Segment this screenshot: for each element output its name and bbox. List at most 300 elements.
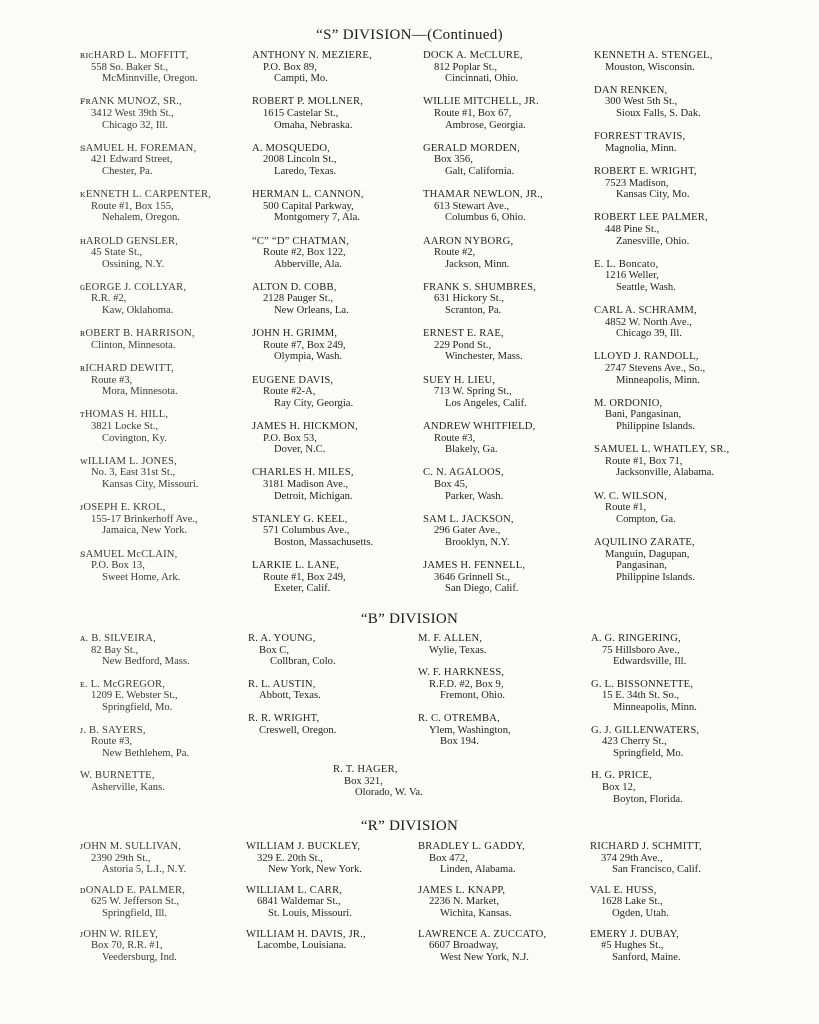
member-entry bbox=[423, 189, 543, 224]
entry-address-line: Box 321, bbox=[344, 775, 383, 787]
member-entry bbox=[591, 633, 699, 668]
member-entry bbox=[591, 725, 699, 760]
entry-address-line: 3646 Grinnell St., bbox=[434, 571, 510, 583]
entry-address-line: Compton, Ga. bbox=[616, 513, 676, 525]
entry-address-line: Cincinnati, Ohio. bbox=[445, 73, 519, 85]
member-entry bbox=[80, 409, 211, 444]
entry-address-line: Box 472, bbox=[429, 852, 468, 864]
entry-address-line: Ylem, Washington, bbox=[429, 724, 511, 736]
entry-address-line: Route #2, Box 122, bbox=[263, 247, 346, 259]
entry-name: LAWRENCE A. ZUCCATO, bbox=[418, 928, 547, 940]
b-division-heading: “B” DIVISION bbox=[360, 611, 459, 627]
entry-address-line: 296 Gater Ave., bbox=[434, 525, 501, 537]
entry-address-line: Route #1, Box 71, bbox=[605, 455, 683, 467]
member-entry bbox=[423, 328, 543, 363]
entry-name: W. BURNETTE, bbox=[80, 770, 155, 782]
entry-address-line: #5 Hughes St., bbox=[601, 940, 664, 952]
entry-address-line: R.R. #2, bbox=[91, 293, 127, 305]
entry-name: JOHN H. GRIMM, bbox=[252, 328, 338, 340]
entry-name: FRANK S. SHUMBRES, bbox=[423, 281, 537, 293]
member-entry bbox=[80, 929, 186, 964]
member-entry bbox=[594, 537, 729, 583]
member-entry bbox=[252, 421, 373, 456]
entry-address-line: Columbus 6, Ohio. bbox=[445, 212, 526, 224]
entry-name: ᴡILLIAM L. JONES, bbox=[80, 455, 177, 467]
entry-address-line: 15 E. 34th St. So., bbox=[602, 690, 680, 702]
member-entry bbox=[252, 467, 373, 502]
entry-address-line: New Orleans, La. bbox=[274, 305, 349, 317]
entry-name: ʜAROLD GENSLER, bbox=[80, 235, 179, 247]
entry-address-line: Lacombe, Louisiana. bbox=[257, 940, 347, 952]
entry-address-line: Kansas City, Mo. bbox=[616, 189, 690, 201]
entry-name: R. C. OTREMBA, bbox=[418, 712, 500, 724]
entry-name: ANDREW WHITFIELD, bbox=[423, 421, 536, 432]
entry-address-line: Astoria 5, L.I., N.Y. bbox=[102, 864, 187, 876]
member-entry bbox=[423, 421, 543, 456]
member-entry bbox=[590, 885, 702, 920]
entry-name: E. L. Boncato, bbox=[594, 258, 659, 270]
member-entry bbox=[418, 885, 546, 920]
entry-address-line: McMinnville, Oregon. bbox=[102, 73, 198, 85]
entry-address-line: Parker, Wash. bbox=[445, 490, 504, 502]
entry-name: ᴀ. B. SILVEIRA, bbox=[80, 633, 156, 644]
entry-address-line: 6607 Broadway, bbox=[429, 940, 499, 952]
entry-address-line: Wylie, Texas. bbox=[429, 644, 487, 656]
member-entry bbox=[418, 667, 511, 702]
entry-address-line: P.O. Box 89, bbox=[263, 61, 317, 73]
entry-name: R. L. AUSTIN, bbox=[248, 678, 316, 690]
entry-name: JAMES H. HICKMON, bbox=[252, 421, 358, 432]
entry-address-line: Box 12, bbox=[602, 781, 636, 793]
entry-name: A. MOSQUEDO, bbox=[252, 142, 331, 154]
member-entry bbox=[423, 467, 543, 502]
entry-address-line: Springfield, Ill. bbox=[102, 907, 168, 919]
entry-address-line: San Francisco, Calif. bbox=[612, 864, 701, 876]
entry-address-line: Exeter, Calif. bbox=[274, 583, 331, 595]
member-entry bbox=[423, 514, 543, 549]
entry-address-line: Veedersburg, Ind. bbox=[102, 951, 177, 963]
entry-name: FORREST TRAVIS, bbox=[594, 131, 686, 143]
entry-address-line: Collbran, Colo. bbox=[270, 656, 336, 668]
entry-name: GERALD MORDEN, bbox=[423, 142, 520, 154]
r-division-column-1 bbox=[80, 841, 186, 972]
entry-address-line: Boston, Massachusetts. bbox=[274, 536, 374, 548]
member-entry bbox=[252, 189, 373, 224]
member-entry bbox=[252, 50, 373, 85]
member-entry bbox=[594, 259, 729, 294]
entry-name: M. ORDONIO, bbox=[594, 397, 663, 409]
entry-address-line: San Diego, Calif. bbox=[445, 583, 519, 595]
entry-name: C. N. AGALOOS, bbox=[423, 467, 504, 479]
member-entry bbox=[80, 549, 211, 584]
entry-address-line: Mora, Minnesota. bbox=[102, 386, 178, 398]
entry-address-line: Creswell, Oregon. bbox=[259, 724, 337, 736]
r-division-column-2 bbox=[246, 841, 366, 961]
entry-address-line: Linden, Alabama. bbox=[440, 864, 516, 876]
entry-address-line: Route #1, Box 67, bbox=[434, 107, 512, 119]
entry-address-line: Covington, Ky. bbox=[102, 432, 167, 444]
entry-address-line: Edwardsville, Ill. bbox=[613, 656, 687, 668]
entry-address-line: 4852 W. North Ave., bbox=[605, 316, 692, 328]
entry-address-line: Route #7, Box 249, bbox=[263, 339, 346, 351]
member-entry bbox=[246, 885, 366, 920]
member-entry bbox=[248, 679, 336, 702]
entry-name: CARL A. SCHRAMM, bbox=[594, 305, 697, 317]
entry-address-line: Chicago 39, Ill. bbox=[616, 328, 682, 340]
entry-address-line: Philippine Islands. bbox=[616, 571, 695, 583]
entry-name: HERMAN L. CANNON, bbox=[252, 189, 364, 201]
entry-address-line: P.O. Box 13, bbox=[91, 560, 145, 572]
entry-name: “C” “D” CHATMAN, bbox=[252, 235, 350, 247]
entry-name: H. G. PRICE, bbox=[591, 770, 652, 782]
member-entry bbox=[248, 633, 336, 668]
entry-address-line: Nehalem, Oregon. bbox=[102, 212, 180, 224]
entry-name: ᴛHOMAS H. HILL, bbox=[80, 409, 169, 421]
entry-address-line: Scranton, Pa. bbox=[445, 305, 502, 317]
entry-address-line: Route #1, Box 249, bbox=[263, 571, 346, 583]
entry-name: AARON NYBORG, bbox=[423, 235, 514, 247]
member-entry bbox=[80, 770, 190, 793]
member-entry bbox=[80, 679, 190, 714]
member-entry bbox=[252, 282, 373, 317]
member-entry bbox=[246, 841, 366, 876]
entry-address-line: Route #2-A, bbox=[263, 386, 316, 398]
entry-address-line: Sioux Falls, S. Dak. bbox=[616, 107, 701, 119]
entry-name: ROBERT E. WRIGHT, bbox=[594, 165, 697, 177]
entry-address-line: 2008 Lincoln St., bbox=[263, 154, 337, 166]
entry-address-line: Box C, bbox=[259, 644, 290, 656]
entry-address-line: Sanford, Maine. bbox=[612, 951, 681, 963]
entry-address-line: 2236 N. Market, bbox=[429, 896, 500, 908]
member-entry bbox=[423, 560, 543, 595]
entry-address-line: Laredo, Texas. bbox=[274, 165, 337, 177]
member-entry bbox=[80, 456, 211, 491]
entry-address-line: Dover, N.C. bbox=[274, 444, 326, 456]
entry-address-line: No. 3, East 31st St., bbox=[91, 467, 176, 479]
entry-name: EUGENE DAVIS, bbox=[252, 374, 334, 386]
entry-address-line: 6841 Waldemar St., bbox=[257, 896, 341, 908]
entry-address-line: Bani, Pangasinan, bbox=[605, 409, 682, 421]
r-division-heading: “R” DIVISION bbox=[360, 818, 459, 834]
s-division-heading: “S” DIVISION—(Continued) bbox=[316, 27, 503, 43]
entry-address-line: Springfield, Mo. bbox=[102, 701, 173, 713]
entry-name: RICHARD J. SCHMITT, bbox=[590, 841, 702, 852]
b-division-column-3 bbox=[418, 633, 511, 759]
entry-address-line: Box 194. bbox=[440, 736, 479, 748]
member-entry bbox=[423, 375, 543, 410]
member-entry bbox=[594, 212, 729, 247]
entry-name: ERNEST E. RAE, bbox=[423, 328, 504, 340]
entry-name: A. G. RINGERING, bbox=[591, 633, 682, 644]
member-entry bbox=[590, 841, 702, 876]
entry-address-line: 1209 E. Webster St., bbox=[91, 690, 178, 702]
entry-name: W. F. HARKNESS, bbox=[418, 667, 505, 679]
b-division-column-4 bbox=[591, 633, 699, 816]
entry-address-line: Wichita, Kansas. bbox=[440, 907, 512, 919]
entry-address-line: Chicago 32, Ill. bbox=[102, 119, 168, 131]
entry-address-line: Brooklyn, N.Y. bbox=[445, 536, 510, 548]
entry-name: ᴇ. L. McGREGOR, bbox=[80, 678, 166, 690]
entry-address-line: 300 West 5th St., bbox=[605, 96, 678, 108]
entry-name: SUEY H. LIEU, bbox=[423, 374, 496, 386]
entry-address-line: Box 356, bbox=[434, 154, 473, 166]
entry-name: ᴅONALD E. PALMER, bbox=[80, 884, 186, 896]
member-entry bbox=[594, 491, 729, 526]
member-entry bbox=[418, 633, 511, 656]
entry-name: ROBERT P. MOLLNER, bbox=[252, 96, 364, 108]
entry-address-line: Minneapolis, Minn. bbox=[613, 701, 697, 713]
member-entry bbox=[591, 770, 699, 805]
member-entry bbox=[252, 328, 373, 363]
member-entry bbox=[418, 841, 546, 876]
entry-name: ʀICHARD DEWITT, bbox=[80, 363, 174, 375]
entry-address-line: Fremont, Ohio. bbox=[440, 690, 506, 702]
entry-address-line: 421 Edward Street, bbox=[91, 154, 173, 166]
member-entry bbox=[252, 236, 373, 271]
entry-address-line: St. Louis, Missouri. bbox=[268, 907, 352, 919]
entry-name: ʀɪᴄHARD L. MOFFITT, bbox=[80, 50, 189, 61]
entry-address-line: 500 Capital Parkway, bbox=[263, 200, 354, 212]
member-entry bbox=[80, 841, 186, 876]
entry-name: ʀOBERT B. HARRISON, bbox=[80, 328, 195, 340]
b-division-column-1 bbox=[80, 633, 190, 805]
entry-address-line: 1628 Lake St., bbox=[601, 896, 663, 908]
member-entry bbox=[594, 85, 729, 120]
entry-name: DOCK A. McCLURE, bbox=[423, 50, 523, 61]
entry-name: STANLEY G. KEEL, bbox=[252, 513, 348, 525]
entry-address-line: 374 29th Ave., bbox=[601, 852, 663, 864]
entry-address-line: 75 Hillsboro Ave., bbox=[602, 644, 680, 656]
entry-name: G. J. GILLENWATERS, bbox=[591, 724, 700, 736]
entry-address-line: Pangasinan, bbox=[616, 560, 667, 572]
entry-name: R. A. YOUNG, bbox=[248, 633, 316, 644]
entry-name: ꜱAMUEL McCLAIN, bbox=[80, 548, 178, 560]
entry-address-line: West New York, N.J. bbox=[440, 951, 529, 963]
entry-address-line: Seattle, Wash. bbox=[616, 281, 676, 293]
entry-name: W. C. WILSON, bbox=[594, 490, 667, 502]
entry-address-line: 812 Poplar St., bbox=[434, 61, 497, 73]
entry-address-line: 613 Stewart Ave., bbox=[434, 200, 510, 212]
entry-name: JAMES L. KNAPP, bbox=[418, 884, 506, 896]
entry-address-line: Jamaica, New York. bbox=[102, 525, 188, 537]
entry-name: VAL E. HUSS, bbox=[590, 884, 657, 896]
member-entry bbox=[594, 50, 729, 73]
entry-address-line: 3181 Madison Ave., bbox=[263, 478, 349, 490]
entry-name: ᴊ. B. SAYERS, bbox=[80, 724, 146, 736]
entry-address-line: Olympia, Wash. bbox=[274, 351, 343, 363]
entry-address-line: Springfield, Mo. bbox=[613, 747, 684, 759]
entry-name: JAMES H. FENNELL, bbox=[423, 560, 526, 572]
entry-address-line: New Bedford, Mass. bbox=[102, 656, 190, 668]
entry-name: WILLIAM L. CARR, bbox=[246, 884, 343, 896]
entry-address-line: Los Angeles, Calif. bbox=[445, 397, 527, 409]
member-entry bbox=[591, 679, 699, 714]
member-entry bbox=[590, 929, 702, 964]
entry-name: ᴊOHN W. RILEY, bbox=[80, 928, 159, 940]
entry-address-line: Winchester, Mass. bbox=[445, 351, 523, 363]
entry-name: G. L. BISSONNETTE, bbox=[591, 678, 694, 690]
entry-address-line: Route #1, Box 155, bbox=[91, 200, 174, 212]
entry-address-line: R.F.D. #2, Box 9, bbox=[429, 678, 504, 690]
member-entry bbox=[594, 305, 729, 340]
member-entry bbox=[594, 398, 729, 433]
entry-address-line: Olorado, W. Va. bbox=[355, 787, 423, 799]
entry-address-line: Ray City, Georgia. bbox=[274, 397, 354, 409]
member-entry bbox=[80, 885, 186, 920]
entry-name: ROBERT LEE PALMER, bbox=[594, 212, 708, 224]
entry-name: ANTHONY N. MEZIERE, bbox=[252, 50, 372, 61]
r-division-column-3 bbox=[418, 841, 546, 972]
member-entry bbox=[594, 131, 729, 154]
entry-name: WILLIAM J. BUCKLEY, bbox=[246, 841, 361, 852]
b-division-column-2 bbox=[248, 633, 336, 747]
entry-address-line: 82 Bay St., bbox=[91, 644, 139, 656]
entry-address-line: Mouston, Wisconsin. bbox=[605, 61, 695, 73]
entry-address-line: 329 E. 20th St., bbox=[257, 852, 323, 864]
entry-address-line: Jackson, Minn. bbox=[445, 258, 510, 270]
entry-address-line: P.O. Box 53, bbox=[263, 432, 317, 444]
entry-address-line: Ambrose, Georgia. bbox=[445, 119, 526, 131]
entry-address-line: Magnolia, Minn. bbox=[605, 142, 677, 154]
entry-address-line: 229 Pond St., bbox=[434, 339, 492, 351]
member-entry bbox=[418, 713, 511, 748]
entry-address-line: 631 Hickory St., bbox=[434, 293, 505, 305]
entry-address-line: 2390 29th St., bbox=[91, 852, 151, 864]
entry-address-line: New Bethlehem, Pa. bbox=[102, 747, 190, 759]
r-division-column-4 bbox=[590, 841, 702, 972]
entry-address-line: 155-17 Brinkerhoff Ave., bbox=[91, 513, 198, 525]
entry-address-line: Montgomery 7, Ala. bbox=[274, 212, 360, 224]
entry-address-line: Ossining, N.Y. bbox=[102, 258, 165, 270]
entry-name: ᴊOHN M. SULLIVAN, bbox=[80, 841, 182, 852]
member-entry bbox=[80, 189, 211, 224]
entry-name: ɢEORGE J. COLLYAR, bbox=[80, 281, 187, 293]
entry-address-line: 1615 Castelar St., bbox=[263, 107, 339, 119]
entry-address-line: Campti, Mo. bbox=[274, 73, 328, 85]
entry-name: SAMUEL L. WHATLEY, SR., bbox=[594, 444, 730, 456]
entry-name: THAMAR NEWLON, JR., bbox=[423, 189, 544, 201]
entry-address-line: Ogden, Utah. bbox=[612, 907, 669, 919]
entry-name: KENNETH A. STENGEL, bbox=[594, 50, 713, 61]
entry-name: LARKIE L. LANE, bbox=[252, 560, 340, 572]
entry-address-line: 3821 Locke St., bbox=[91, 421, 159, 432]
entry-name: BRADLEY L. GADDY, bbox=[418, 841, 525, 852]
entry-address-line: Kaw, Oklahoma. bbox=[102, 305, 174, 317]
entry-name: DAN RENKEN, bbox=[594, 84, 668, 96]
member-entry bbox=[423, 50, 543, 85]
entry-name: R. T. HAGER, bbox=[333, 764, 398, 775]
entry-address-line: Chester, Pa. bbox=[102, 165, 153, 177]
entry-address-line: 625 W. Jefferson St., bbox=[91, 896, 180, 908]
entry-name: EMERY J. DUBAY, bbox=[590, 928, 680, 940]
s-division-column-4 bbox=[594, 50, 729, 595]
member-entry bbox=[80, 328, 211, 351]
member-entry bbox=[252, 514, 373, 549]
entry-address-line: 423 Cherry St., bbox=[602, 736, 667, 748]
entry-address-line: Route #3, bbox=[91, 736, 133, 748]
member-entry bbox=[80, 363, 211, 398]
entry-name: R. R. WRIGHT, bbox=[248, 712, 320, 724]
entry-address-line: Manguin, Dagupan, bbox=[605, 548, 690, 560]
member-entry bbox=[594, 166, 729, 201]
member-entry bbox=[594, 351, 729, 386]
entry-address-line: Omaha, Nebraska. bbox=[274, 119, 353, 131]
member-entry bbox=[80, 502, 211, 537]
entry-address-line: 713 W. Spring St., bbox=[434, 386, 512, 398]
s-division-column-3 bbox=[423, 50, 543, 607]
entry-name: M. F. ALLEN, bbox=[418, 633, 483, 644]
member-entry bbox=[80, 50, 211, 85]
entry-name: WILLIAM H. DAVIS, JR., bbox=[246, 928, 366, 940]
member-entry bbox=[80, 143, 211, 178]
entry-address-line: Jacksonville, Alabama. bbox=[616, 467, 714, 479]
member-entry bbox=[423, 96, 543, 131]
member-entry bbox=[423, 143, 543, 178]
entry-address-line: Philippine Islands. bbox=[616, 421, 695, 432]
entry-address-line: New York, New York. bbox=[268, 864, 362, 876]
entry-address-line: 448 Pine St., bbox=[605, 223, 660, 235]
entry-name: ᴋENNETH L. CARPENTER, bbox=[80, 189, 212, 201]
member-entry bbox=[246, 929, 366, 952]
member-entry bbox=[252, 143, 373, 178]
entry-address-line: Blakely, Ga. bbox=[445, 444, 498, 456]
entry-address-line: Boyton, Florida. bbox=[613, 793, 683, 805]
entry-address-line: 3412 West 39th St., bbox=[91, 107, 174, 119]
member-entry bbox=[80, 282, 211, 317]
entry-address-line: 2747 Stevens Ave., So., bbox=[605, 363, 706, 375]
member-entry bbox=[252, 96, 373, 131]
entry-name: LLOYD J. RANDOLL, bbox=[594, 351, 699, 363]
member-entry bbox=[248, 713, 336, 736]
entry-address-line: Route #3, bbox=[91, 374, 133, 386]
member-entry bbox=[252, 560, 373, 595]
entry-name: WILLIE MITCHELL, JR. bbox=[423, 96, 539, 108]
member-entry bbox=[423, 282, 543, 317]
entry-address-line: 2128 Pauger St., bbox=[263, 293, 334, 305]
entry-name: ꜱAMUEL H. FOREMAN, bbox=[80, 142, 197, 154]
entry-address-line: Kansas City, Missouri. bbox=[102, 478, 199, 490]
entry-address-line: Minneapolis, Minn. bbox=[616, 374, 700, 386]
entry-name: ꜰʀANK MUNOZ, SR., bbox=[80, 96, 183, 108]
entry-address-line: 7523 Madison, bbox=[605, 177, 669, 189]
member-entry bbox=[594, 444, 729, 479]
entry-address-line: 1216 Weller, bbox=[605, 270, 659, 282]
entry-address-line: Asherville, Kans. bbox=[91, 781, 165, 793]
s-division-column-1 bbox=[80, 50, 211, 595]
entry-address-line: Box 45, bbox=[434, 478, 468, 490]
entry-name: SAM L. JACKSON, bbox=[423, 513, 514, 525]
member-entry bbox=[80, 236, 211, 271]
entry-address-line: Detroit, Michigan. bbox=[274, 490, 353, 502]
entry-address-line: Galt, California. bbox=[445, 165, 515, 177]
s-division-column-2 bbox=[252, 50, 373, 607]
entry-address-line: Abbott, Texas. bbox=[259, 690, 321, 702]
entry-address-line: Sweet Home, Ark. bbox=[102, 571, 181, 583]
entry-address-line: Route #2, bbox=[434, 247, 476, 259]
entry-address-line: 558 So. Baker St., bbox=[91, 61, 169, 73]
member-entry bbox=[418, 929, 546, 964]
entry-name: ALTON D. COBB, bbox=[252, 281, 337, 293]
entry-address-line: 571 Columbus Ave., bbox=[263, 525, 350, 537]
member-entry bbox=[423, 236, 543, 271]
member-entry bbox=[252, 375, 373, 410]
entry-name: CHARLES H. MILES, bbox=[252, 467, 354, 479]
entry-address-line: Box 70, R.R. #1, bbox=[91, 940, 163, 952]
entry-address-line: Route #3, bbox=[434, 432, 476, 444]
entry-address-line: Zanesville, Ohio. bbox=[616, 235, 690, 247]
entry-name: ᴊOSEPH E. KROL, bbox=[80, 502, 166, 514]
member-entry bbox=[80, 633, 190, 668]
